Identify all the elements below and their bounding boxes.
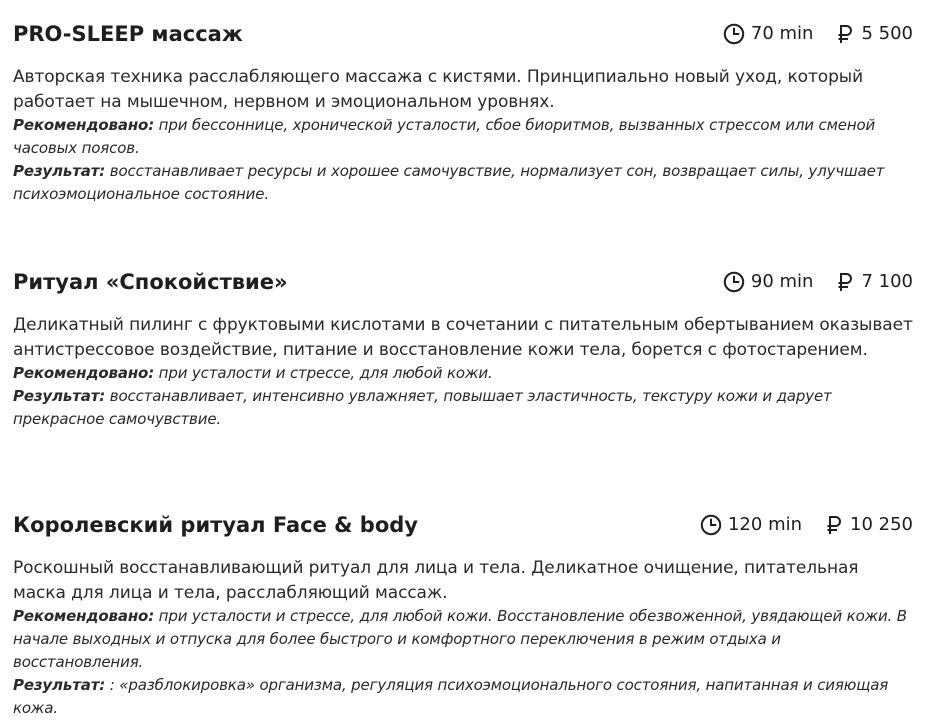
- service-title: PRO-SLEEP массаж: [13, 22, 243, 46]
- recommended-text: при усталости и стрессе, для любой кожи.: [154, 364, 493, 382]
- service-title: Королевский ритуал Face & body: [13, 513, 418, 537]
- service-description: Роскошный восстанавливающий ритуал для лица и тела. Деликатное очищение, питательная маска для лица и тела, расслабляющий массаж.: [13, 558, 859, 603]
- result-text: восстанавливает ресурсы и хорошее самочувствие, нормализует сон, возвращает силы, улучшает психоэмоциональное состояние.: [13, 162, 885, 203]
- recommended-note: [13, 114, 913, 160]
- ruble-icon: [826, 514, 842, 536]
- recommended-note: [13, 362, 913, 385]
- recommended-note: [13, 605, 913, 674]
- service-meta: [700, 510, 913, 540]
- clock-icon: [723, 23, 745, 45]
- service-meta: [723, 19, 913, 49]
- service-header: [13, 19, 913, 49]
- clock-icon: [700, 514, 722, 536]
- service-meta: [723, 267, 913, 297]
- recommended-label: Рекомендовано:: [13, 364, 155, 382]
- recommended-label: Рекомендовано:: [13, 116, 155, 134]
- recommended-text: при усталости и стрессе, для любой кожи. Восстановление обезвоженной, увядающей кожи. В начале выходных и отпуска для более быстрого и комфортного переключения в режим отдыха и восстановления.: [13, 607, 907, 671]
- recommended-text: при бессоннице, хронической усталости, сбое биоритмов, вызванных стрессом или сменой часовых поясов.: [13, 116, 876, 157]
- result-note: [13, 674, 913, 720]
- service-card-pro-sleep: [13, 19, 913, 206]
- duration: 120 min: [727, 514, 803, 535]
- duration: 90 min: [750, 271, 814, 292]
- result-label: Результат:: [13, 676, 106, 694]
- service-card-calm-ritual: [13, 267, 913, 431]
- price: 10 250: [850, 514, 913, 535]
- ruble-icon: [837, 23, 853, 45]
- duration: 70 min: [750, 23, 814, 44]
- result-label: Результат:: [13, 162, 106, 180]
- ruble-icon: [837, 271, 853, 293]
- result-text: : «разблокировка» организма, регуляция психоэмоционального состояния, напитанная и сияющая кожа.: [13, 676, 889, 717]
- result-text: восстанавливает, интенсивно увлажняет, повышает эластичность, текстуру кожи и дарует прекрасное самочувствие.: [13, 387, 832, 428]
- result-label: Результат:: [13, 387, 106, 405]
- result-note: [13, 160, 913, 206]
- recommended-label: Рекомендовано:: [13, 607, 155, 625]
- service-header: [13, 267, 913, 297]
- result-note: [13, 385, 913, 431]
- service-card-royal-ritual: [13, 510, 913, 720]
- price: 7 100: [861, 271, 913, 292]
- service-description: Авторская техника расслабляющего массажа с кистями. Принципиально новый уход, который работает на мышечном, нервном и эмоциональном уровнях.: [13, 67, 864, 112]
- service-title: Ритуал «Спокойствие»: [13, 270, 288, 294]
- service-description: Деликатный пилинг с фруктовыми кислотами в сочетании с питательным обертыванием оказывает антистрессовое воздействие, питание и восстановление кожи тела, борется с фотостарением.: [13, 315, 913, 360]
- service-header: [13, 510, 913, 540]
- price: 5 500: [861, 23, 913, 44]
- clock-icon: [723, 271, 745, 293]
